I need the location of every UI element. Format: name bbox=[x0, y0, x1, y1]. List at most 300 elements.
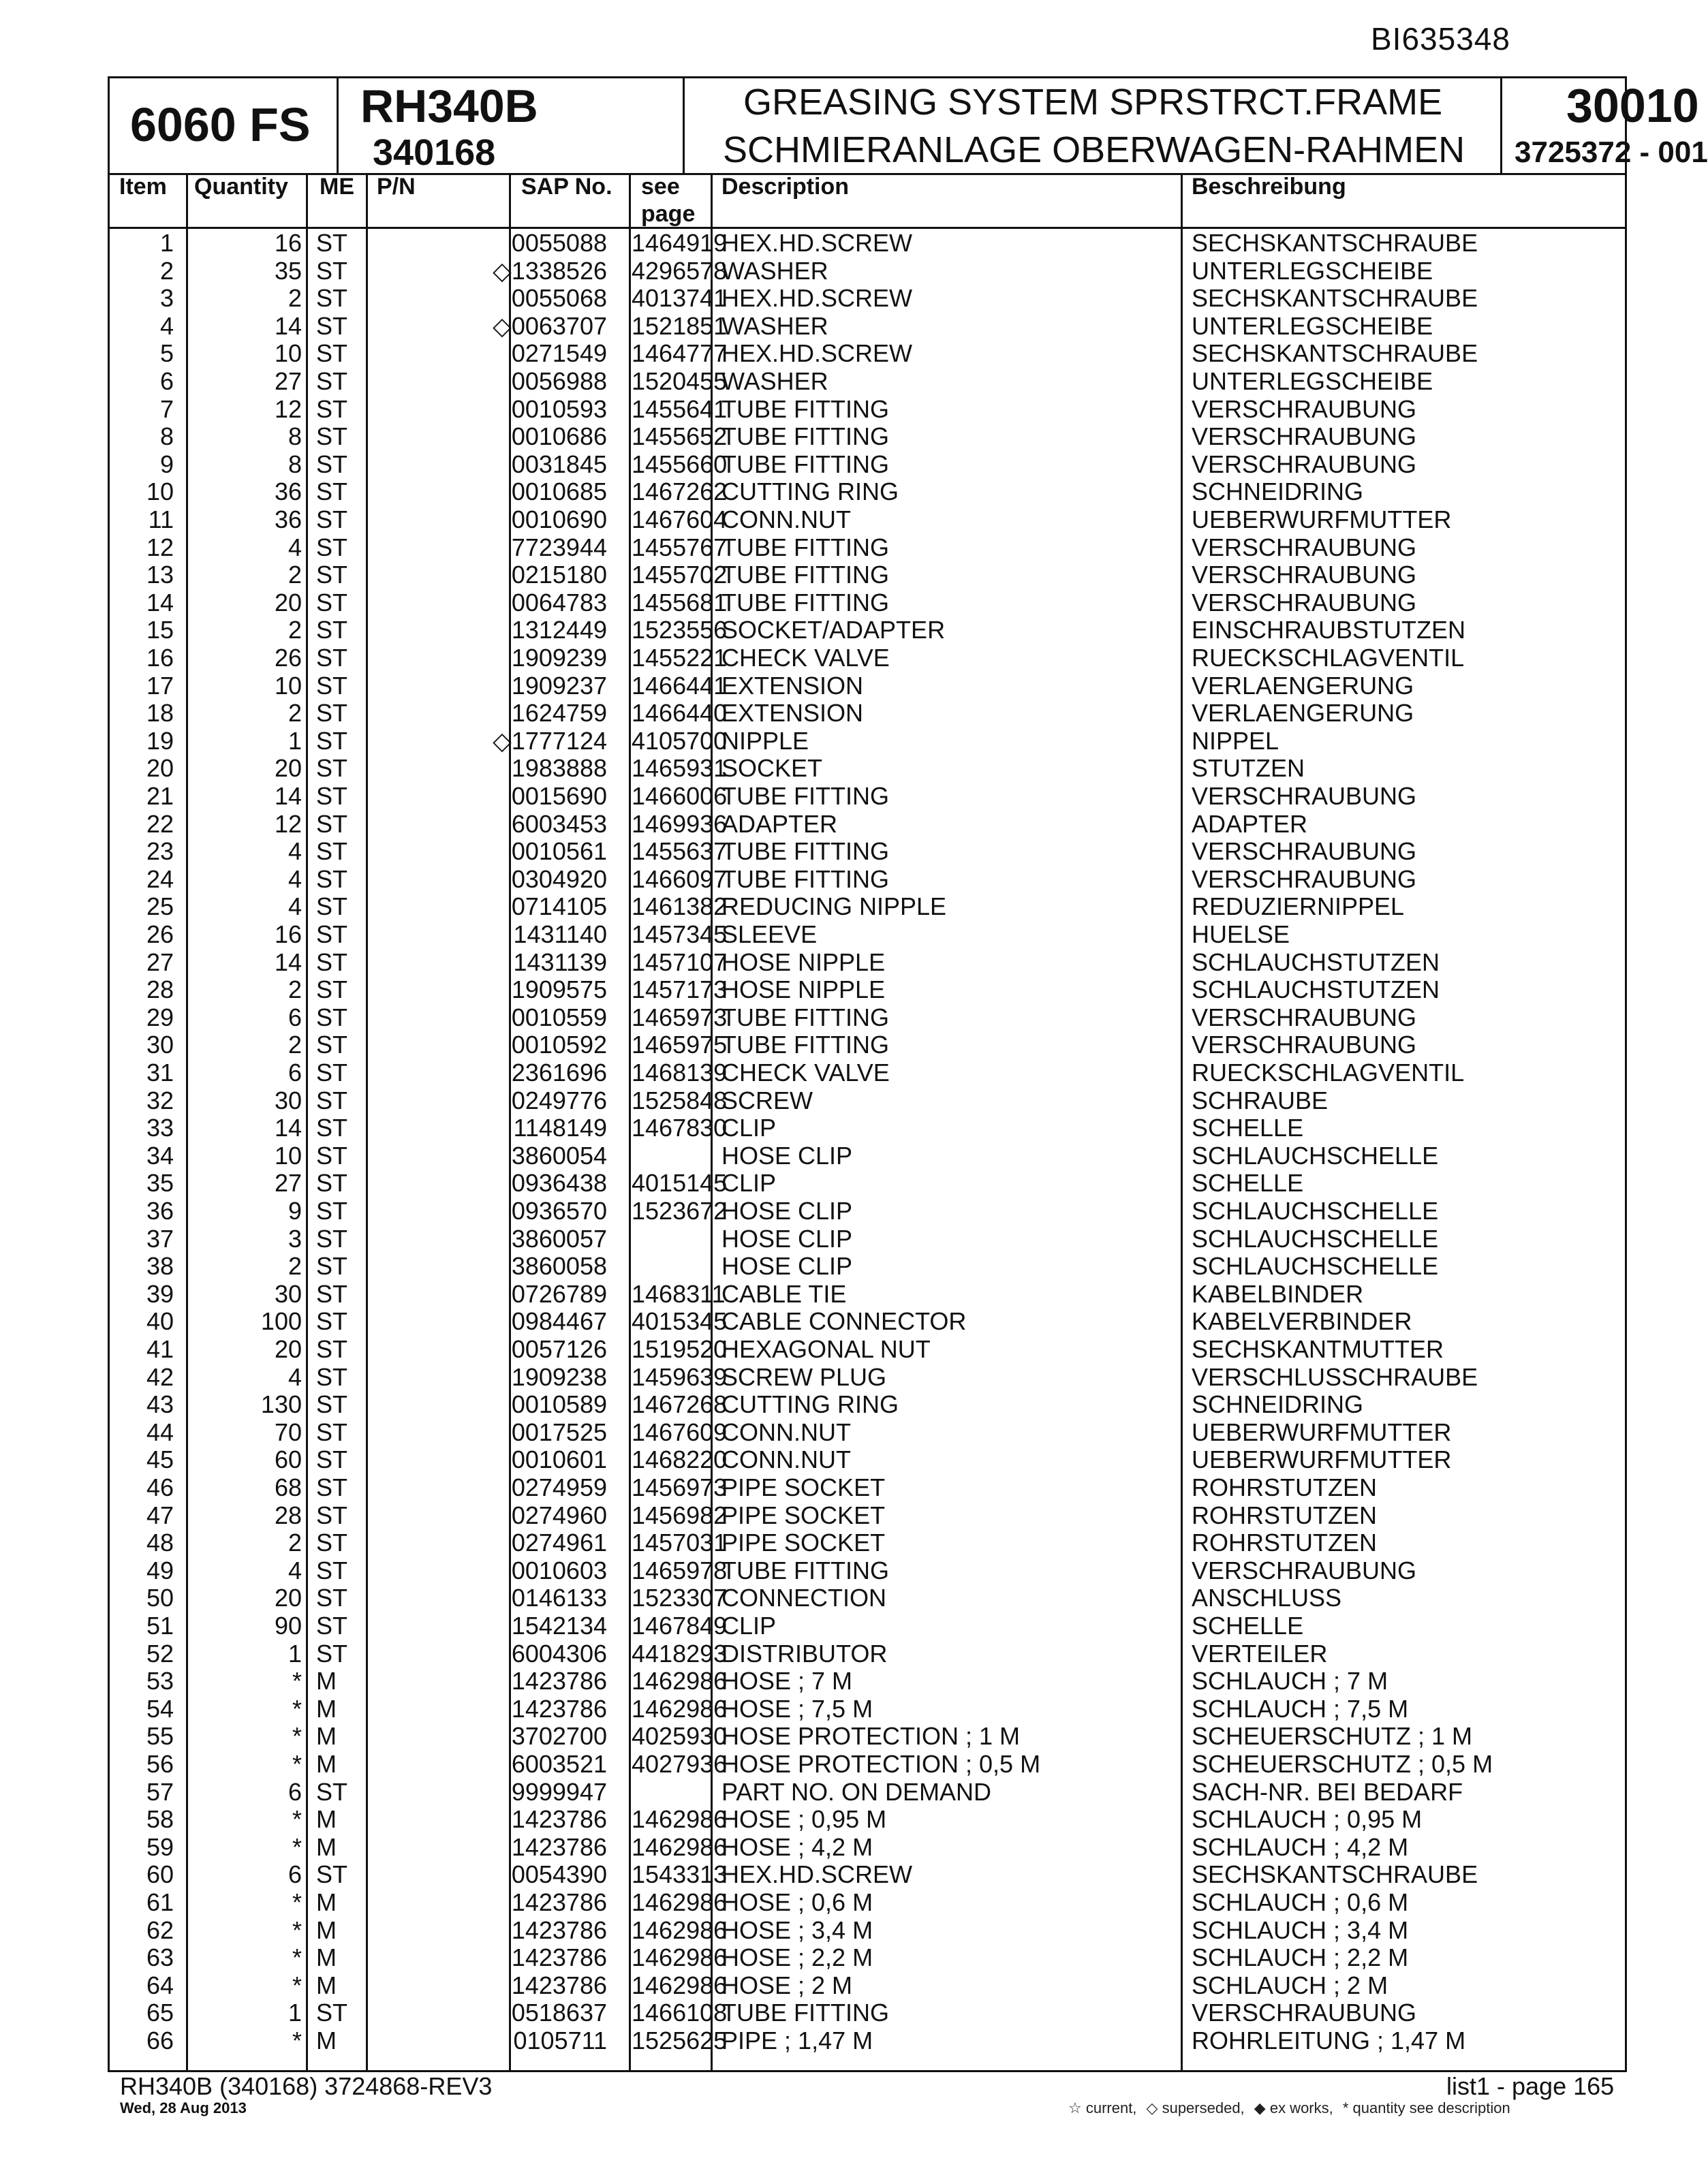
row-beschreibung: SECHSKANTSCHRAUBE bbox=[1192, 1860, 1478, 1889]
row-sap: 1525848 bbox=[632, 1086, 728, 1114]
row-pn: 1431139 bbox=[513, 948, 607, 976]
row-me: ST bbox=[316, 311, 348, 340]
row-item: 42 bbox=[146, 1362, 174, 1391]
table-row bbox=[110, 616, 1625, 644]
row-sap: 1465931 bbox=[632, 754, 728, 783]
row-quantity: 30 bbox=[274, 1279, 302, 1308]
row-beschreibung: SCHLAUCH ; 7 M bbox=[1192, 1667, 1388, 1695]
row-description: CUTTING RING bbox=[721, 478, 899, 506]
row-description: CLIP bbox=[721, 1612, 777, 1640]
row-description: HOSE ; 7 M bbox=[721, 1667, 853, 1695]
row-pn: 1983888 bbox=[511, 754, 607, 783]
row-beschreibung: VERSCHRAUBUNG bbox=[1192, 422, 1417, 451]
table-row bbox=[110, 561, 1625, 589]
table-row bbox=[110, 285, 1625, 313]
row-beschreibung: ROHRSTUTZEN bbox=[1192, 1501, 1377, 1529]
table-row bbox=[110, 1529, 1625, 1557]
table-row bbox=[110, 949, 1625, 977]
row-sap: 1455652 bbox=[632, 422, 728, 451]
row-quantity: 1 bbox=[288, 1999, 302, 2027]
row-description: CUTTING RING bbox=[721, 1390, 899, 1419]
row-me: ST bbox=[316, 782, 348, 810]
row-me: ST bbox=[316, 284, 348, 313]
table-row bbox=[110, 1861, 1625, 1889]
row-pn: 6003521 bbox=[511, 1750, 607, 1778]
row-item: 10 bbox=[146, 478, 174, 506]
row-description: SOCKET/ADAPTER bbox=[721, 616, 946, 644]
row-sap: 1519520 bbox=[632, 1335, 728, 1363]
row-description: HOSE ; 2 M bbox=[721, 1971, 853, 1999]
row-pn: 1148149 bbox=[513, 1114, 607, 1142]
row-pn: 0010686 bbox=[511, 422, 607, 451]
table-row bbox=[110, 368, 1625, 396]
table-row bbox=[110, 1612, 1625, 1640]
row-item: 61 bbox=[146, 1888, 174, 1916]
row-quantity: 2 bbox=[288, 284, 302, 313]
row-quantity: 8 bbox=[288, 450, 302, 478]
row-me: ST bbox=[316, 1279, 348, 1308]
row-beschreibung: SCHEUERSCHUTZ ; 0,5 M bbox=[1192, 1750, 1493, 1778]
row-quantity: 1 bbox=[288, 726, 302, 755]
group-number: 30010 bbox=[1566, 79, 1699, 132]
row-beschreibung: UEBERWURFMUTTER bbox=[1192, 1418, 1452, 1446]
row-me: ST bbox=[316, 892, 348, 921]
row-beschreibung: RUECKSCHLAGVENTIL bbox=[1192, 1059, 1465, 1086]
row-sap: 1455702 bbox=[632, 561, 728, 589]
row-sap: 1466097 bbox=[632, 864, 728, 893]
row-description: TUBE FITTING bbox=[721, 422, 889, 451]
row-pn: 0249776 bbox=[511, 1086, 607, 1114]
row-sap: 1467830 bbox=[632, 1114, 728, 1142]
row-sap: 1523307 bbox=[632, 1584, 728, 1612]
row-quantity: 4 bbox=[288, 864, 302, 893]
row-item: 11 bbox=[148, 505, 174, 533]
row-pn: 1423786 bbox=[511, 1667, 607, 1695]
row-quantity: 14 bbox=[274, 948, 302, 976]
row-description: EXTENSION bbox=[721, 671, 864, 700]
row-item: 21 bbox=[146, 782, 174, 810]
row-me: M bbox=[316, 1805, 337, 1834]
row-sap: 1457031 bbox=[632, 1529, 728, 1557]
row-item: 29 bbox=[146, 1003, 174, 1031]
row-description: HOSE ; 3,4 M bbox=[721, 1915, 873, 1944]
table-row bbox=[110, 672, 1625, 700]
row-pn: 0984467 bbox=[511, 1307, 607, 1336]
legend-quantity: * quantity see description bbox=[1342, 2099, 1510, 2116]
row-sap: 1464777 bbox=[632, 339, 728, 368]
row-me: ST bbox=[316, 1777, 348, 1806]
row-sap: 1466006 bbox=[632, 782, 728, 810]
row-pn: 0010593 bbox=[511, 394, 607, 423]
row-quantity: 60 bbox=[274, 1445, 302, 1474]
row-item: 1 bbox=[159, 229, 174, 257]
row-beschreibung: SCHELLE bbox=[1192, 1612, 1304, 1640]
row-pn: 1423786 bbox=[511, 1971, 607, 1999]
row-item: 45 bbox=[146, 1445, 174, 1474]
row-quantity: * bbox=[292, 1694, 302, 1723]
row-quantity: 26 bbox=[274, 644, 302, 672]
row-me: ST bbox=[316, 754, 348, 783]
row-sap: 4105700 bbox=[632, 726, 728, 755]
row-quantity: 20 bbox=[274, 1584, 302, 1612]
table-row bbox=[110, 230, 1625, 257]
row-sap: 1466108 bbox=[632, 1999, 728, 2027]
row-item: 48 bbox=[146, 1529, 174, 1557]
row-me: ST bbox=[316, 478, 348, 506]
row-quantity: * bbox=[292, 1832, 302, 1861]
row-beschreibung: SECHSKANTSCHRAUBE bbox=[1192, 339, 1478, 368]
row-sap: 1462986 bbox=[632, 1971, 728, 1999]
row-item: 22 bbox=[146, 809, 174, 838]
row-beschreibung: SCHELLE bbox=[1192, 1114, 1304, 1142]
row-beschreibung: SCHLAUCH ; 2,2 M bbox=[1192, 1943, 1409, 1972]
table-row bbox=[110, 1944, 1625, 1972]
row-beschreibung: SCHELLE bbox=[1192, 1169, 1304, 1198]
parts-list-frame bbox=[108, 76, 1708, 2072]
row-quantity: 36 bbox=[274, 478, 302, 506]
row-me: ST bbox=[316, 1556, 348, 1584]
row-pn: ◇0063707 bbox=[493, 311, 607, 340]
row-pn: 3860057 bbox=[511, 1224, 607, 1253]
row-description: TUBE FITTING bbox=[721, 837, 889, 866]
row-me: ST bbox=[316, 1584, 348, 1612]
row-beschreibung: SACH-NR. BEI BEDARF bbox=[1192, 1777, 1463, 1806]
row-beschreibung: SECHSKANTSCHRAUBE bbox=[1192, 284, 1478, 313]
row-item: 25 bbox=[146, 892, 174, 921]
row-me: ST bbox=[316, 1529, 348, 1557]
table-row bbox=[110, 1391, 1625, 1419]
row-pn: 0518637 bbox=[511, 1999, 607, 2027]
row-beschreibung: SECHSKANTSCHRAUBE bbox=[1192, 229, 1478, 257]
document-id: BI635348 bbox=[1371, 21, 1510, 57]
row-description: HOSE ; 0,6 M bbox=[721, 1888, 873, 1916]
row-me: ST bbox=[316, 1086, 348, 1114]
machine-model: 6060 FS bbox=[130, 98, 311, 151]
row-pn: 1909237 bbox=[511, 671, 607, 700]
row-quantity: * bbox=[292, 1667, 302, 1695]
row-item: 2 bbox=[159, 256, 174, 285]
row-description: HOSE PROTECTION ; 0,5 M bbox=[721, 1750, 1041, 1778]
table-row bbox=[110, 534, 1625, 562]
row-quantity: 6 bbox=[288, 1059, 302, 1086]
row-sap: 1468139 bbox=[632, 1059, 728, 1086]
row-description: CHECK VALVE bbox=[721, 644, 890, 672]
row-sap: 1462986 bbox=[632, 1943, 728, 1972]
row-description: CLIP bbox=[721, 1169, 777, 1198]
table-row bbox=[110, 1142, 1625, 1170]
row-item: 59 bbox=[146, 1832, 174, 1861]
row-me: ST bbox=[316, 1307, 348, 1336]
row-me: ST bbox=[316, 1860, 348, 1889]
row-sap: 1462986 bbox=[632, 1805, 728, 1834]
row-pn: 0304920 bbox=[511, 864, 607, 893]
row-description: TUBE FITTING bbox=[721, 864, 889, 893]
row-item: 37 bbox=[146, 1224, 174, 1253]
row-description: SCREW PLUG bbox=[721, 1362, 887, 1391]
row-sap: 1543313 bbox=[632, 1860, 728, 1889]
row-me: ST bbox=[316, 1169, 348, 1198]
row-quantity: 4 bbox=[288, 837, 302, 866]
footer-reference: RH340B (340168) 3724868-REV3 bbox=[120, 2072, 493, 2100]
machine-type: RH340B bbox=[360, 80, 538, 132]
row-quantity: 10 bbox=[274, 1141, 302, 1170]
row-description: TUBE FITTING bbox=[721, 533, 889, 561]
row-me: ST bbox=[316, 394, 348, 423]
row-me: M bbox=[316, 1832, 337, 1861]
row-pn: 1909575 bbox=[511, 975, 607, 1004]
row-description: TUBE FITTING bbox=[721, 394, 889, 423]
row-description: TUBE FITTING bbox=[721, 1999, 889, 2027]
row-me: ST bbox=[316, 229, 348, 257]
row-quantity: * bbox=[292, 2027, 302, 2054]
row-item: 34 bbox=[146, 1141, 174, 1170]
row-quantity: 6 bbox=[288, 1777, 302, 1806]
row-beschreibung: UNTERLEGSCHEIBE bbox=[1192, 367, 1433, 395]
row-beschreibung: SCHLAUCH ; 7,5 M bbox=[1192, 1694, 1409, 1723]
row-quantity: 12 bbox=[274, 809, 302, 838]
row-sap: 1469936 bbox=[632, 809, 728, 838]
row-description: HOSE ; 0,95 M bbox=[721, 1805, 887, 1834]
row-beschreibung: VERSCHRAUBUNG bbox=[1192, 1031, 1417, 1059]
row-sap: 1467849 bbox=[632, 1612, 728, 1640]
row-quantity: 27 bbox=[274, 1169, 302, 1198]
table-row bbox=[110, 396, 1625, 424]
row-item: 9 bbox=[159, 450, 174, 478]
row-sap: 4418293 bbox=[632, 1639, 728, 1668]
row-item: 30 bbox=[146, 1031, 174, 1059]
row-quantity: 90 bbox=[274, 1612, 302, 1640]
row-sap: 1455637 bbox=[632, 837, 728, 866]
table-row bbox=[110, 1364, 1625, 1392]
header-rh-cell bbox=[339, 78, 685, 173]
row-quantity: 2 bbox=[288, 699, 302, 728]
row-description: HEX.HD.SCREW bbox=[721, 339, 913, 368]
row-description: HOSE ; 2,2 M bbox=[721, 1943, 873, 1972]
row-item: 56 bbox=[146, 1750, 174, 1778]
row-beschreibung: SCHNEIDRING bbox=[1192, 1390, 1364, 1419]
table-row bbox=[110, 1170, 1625, 1198]
table-row bbox=[110, 1308, 1625, 1336]
row-sap: 1525625 bbox=[632, 2027, 728, 2054]
header-block bbox=[110, 78, 1708, 175]
row-quantity: 68 bbox=[274, 1473, 302, 1501]
row-me: ST bbox=[316, 1612, 348, 1640]
row-me: ST bbox=[316, 1473, 348, 1501]
row-beschreibung: NIPPEL bbox=[1192, 726, 1279, 755]
table-row bbox=[110, 1640, 1625, 1668]
table-row bbox=[110, 1695, 1625, 1723]
row-sap: 1467262 bbox=[632, 478, 728, 506]
row-beschreibung: UNTERLEGSCHEIBE bbox=[1192, 256, 1433, 285]
row-pn: 0017525 bbox=[511, 1418, 607, 1446]
row-me: ST bbox=[316, 699, 348, 728]
row-description: HOSE CLIP bbox=[721, 1224, 853, 1253]
row-pn: 0010589 bbox=[511, 1390, 607, 1419]
row-sap: 1523672 bbox=[632, 1197, 728, 1225]
row-pn: 0031845 bbox=[511, 450, 607, 478]
row-item: 23 bbox=[146, 837, 174, 866]
row-sap: 1520455 bbox=[632, 367, 728, 395]
row-sap: 1462986 bbox=[632, 1667, 728, 1695]
row-beschreibung: EINSCHRAUBSTUTZEN bbox=[1192, 616, 1466, 644]
row-item: 60 bbox=[146, 1860, 174, 1889]
row-item: 54 bbox=[146, 1694, 174, 1723]
row-description: TUBE FITTING bbox=[721, 1003, 889, 1031]
table-row bbox=[110, 1225, 1625, 1253]
legend-current: ☆ current, bbox=[1068, 2099, 1137, 2116]
table-row bbox=[110, 340, 1625, 368]
row-description: PIPE SOCKET bbox=[721, 1473, 886, 1501]
row-description: DISTRIBUTOR bbox=[721, 1639, 888, 1668]
row-pn: 0936438 bbox=[511, 1169, 607, 1198]
row-description: NIPPLE bbox=[721, 726, 809, 755]
row-me: ST bbox=[316, 864, 348, 893]
row-description: CHECK VALVE bbox=[721, 1059, 890, 1086]
row-beschreibung: VERSCHRAUBUNG bbox=[1192, 1556, 1417, 1584]
row-item: 52 bbox=[146, 1639, 174, 1668]
row-description: HOSE ; 7,5 M bbox=[721, 1694, 873, 1723]
row-beschreibung: SCHLAUCH ; 0,95 M bbox=[1192, 1805, 1423, 1834]
row-me: ST bbox=[316, 1197, 348, 1225]
row-quantity: * bbox=[292, 1805, 302, 1834]
row-item: 31 bbox=[146, 1059, 174, 1086]
row-quantity: 4 bbox=[288, 533, 302, 561]
row-pn: 0105711 bbox=[513, 2027, 607, 2054]
row-beschreibung: KABELVERBINDER bbox=[1192, 1307, 1412, 1336]
row-item: 8 bbox=[159, 422, 174, 451]
row-me: ST bbox=[316, 726, 348, 755]
row-item: 38 bbox=[146, 1252, 174, 1281]
row-description: TUBE FITTING bbox=[721, 1031, 889, 1059]
row-beschreibung: SECHSKANTMUTTER bbox=[1192, 1335, 1444, 1363]
row-me: ST bbox=[316, 1362, 348, 1391]
row-beschreibung: VERSCHLUSSCHRAUBE bbox=[1192, 1362, 1478, 1391]
row-beschreibung: VERSCHRAUBUNG bbox=[1192, 561, 1417, 589]
table-row bbox=[110, 893, 1625, 921]
row-quantity: 4 bbox=[288, 1556, 302, 1584]
row-quantity: 3 bbox=[288, 1224, 302, 1253]
col-beschreibung: Beschreibung bbox=[1192, 174, 1346, 200]
row-me: ST bbox=[316, 505, 348, 533]
row-description: CONN.NUT bbox=[721, 1418, 851, 1446]
row-pn: 1423786 bbox=[511, 1805, 607, 1834]
row-description: WASHER bbox=[721, 311, 828, 340]
row-quantity: 20 bbox=[274, 1335, 302, 1363]
row-beschreibung: VERLAENGERUNG bbox=[1192, 671, 1414, 700]
row-item: 14 bbox=[146, 588, 174, 616]
row-pn: 0936570 bbox=[511, 1197, 607, 1225]
col-see: see bbox=[641, 174, 680, 200]
row-item: 65 bbox=[146, 1999, 174, 2027]
table-row bbox=[110, 1281, 1625, 1309]
row-beschreibung: SCHLAUCH ; 2 M bbox=[1192, 1971, 1388, 1999]
row-pn: 0274959 bbox=[511, 1473, 607, 1501]
row-beschreibung: VERSCHRAUBUNG bbox=[1192, 837, 1417, 866]
table-row bbox=[110, 1999, 1625, 2027]
row-me: ST bbox=[316, 1999, 348, 2027]
row-pn: 1423786 bbox=[511, 1943, 607, 1972]
row-description: SOCKET bbox=[721, 754, 823, 783]
row-sap: 1462986 bbox=[632, 1888, 728, 1916]
row-pn: 0056988 bbox=[511, 367, 607, 395]
row-quantity: 10 bbox=[274, 671, 302, 700]
row-beschreibung: SCHEUERSCHUTZ ; 1 M bbox=[1192, 1722, 1473, 1751]
row-description: HEX.HD.SCREW bbox=[721, 1860, 913, 1889]
row-item: 64 bbox=[146, 1971, 174, 1999]
row-sap: 1457107 bbox=[632, 948, 728, 976]
row-me: ST bbox=[316, 256, 348, 285]
row-item: 44 bbox=[146, 1418, 174, 1446]
row-description: TUBE FITTING bbox=[721, 561, 889, 589]
row-beschreibung: SCHLAUCHSCHELLE bbox=[1192, 1141, 1439, 1170]
col-me: ME bbox=[320, 174, 354, 200]
row-quantity: 2 bbox=[288, 616, 302, 644]
row-me: M bbox=[316, 1888, 337, 1916]
row-quantity: 2 bbox=[288, 1529, 302, 1557]
row-item: 63 bbox=[146, 1943, 174, 1972]
row-sap: 1467604 bbox=[632, 505, 728, 533]
row-beschreibung: VERSCHRAUBUNG bbox=[1192, 864, 1417, 893]
row-sap: 1462986 bbox=[632, 1832, 728, 1861]
machine-number: 340168 bbox=[373, 132, 496, 173]
row-beschreibung: SCHLAUCHSTUTZEN bbox=[1192, 948, 1440, 976]
row-quantity: 6 bbox=[288, 1003, 302, 1031]
table-row bbox=[110, 1751, 1625, 1779]
row-quantity: 2 bbox=[288, 561, 302, 589]
header-group-cell bbox=[1502, 78, 1708, 173]
row-sap: 4015345 bbox=[632, 1307, 728, 1336]
row-sap: 1462986 bbox=[632, 1915, 728, 1944]
row-pn: 3860058 bbox=[511, 1252, 607, 1281]
row-beschreibung: VERSCHRAUBUNG bbox=[1192, 394, 1417, 423]
row-sap: 1466441 bbox=[632, 671, 728, 700]
row-item: 28 bbox=[146, 975, 174, 1004]
row-me: ST bbox=[316, 1224, 348, 1253]
row-sap: 4013741 bbox=[632, 284, 728, 313]
row-pn: 0215180 bbox=[511, 561, 607, 589]
row-item: 3 bbox=[159, 284, 174, 313]
row-pn: 0726789 bbox=[511, 1279, 607, 1308]
row-quantity: 36 bbox=[274, 505, 302, 533]
row-pn: 9999947 bbox=[511, 1777, 607, 1806]
row-description: WASHER bbox=[721, 256, 828, 285]
row-pn: 1624759 bbox=[511, 699, 607, 728]
row-item: 47 bbox=[146, 1501, 174, 1529]
table-row bbox=[110, 257, 1625, 285]
row-pn: 1909238 bbox=[511, 1362, 607, 1391]
row-beschreibung: UEBERWURFMUTTER bbox=[1192, 505, 1452, 533]
row-pn: 1423786 bbox=[511, 1832, 607, 1861]
table-row bbox=[110, 976, 1625, 1004]
row-beschreibung: VERSCHRAUBUNG bbox=[1192, 533, 1417, 561]
row-me: ST bbox=[316, 644, 348, 672]
row-me: ST bbox=[316, 1059, 348, 1086]
row-quantity: 2 bbox=[288, 1252, 302, 1281]
row-item: 32 bbox=[146, 1086, 174, 1114]
table-row bbox=[110, 1474, 1625, 1502]
row-quantity: 30 bbox=[274, 1086, 302, 1114]
row-me: ST bbox=[316, 1418, 348, 1446]
row-sap: 1465973 bbox=[632, 1003, 728, 1031]
row-beschreibung: SCHLAUCHSTUTZEN bbox=[1192, 975, 1440, 1004]
table-row bbox=[110, 755, 1625, 783]
row-item: 27 bbox=[146, 948, 174, 976]
table-row bbox=[110, 1336, 1625, 1364]
row-sap: 1467609 bbox=[632, 1418, 728, 1446]
row-description: REDUCING NIPPLE bbox=[721, 892, 947, 921]
row-pn: ◇1338526 bbox=[493, 256, 607, 285]
row-me: M bbox=[316, 1722, 337, 1751]
